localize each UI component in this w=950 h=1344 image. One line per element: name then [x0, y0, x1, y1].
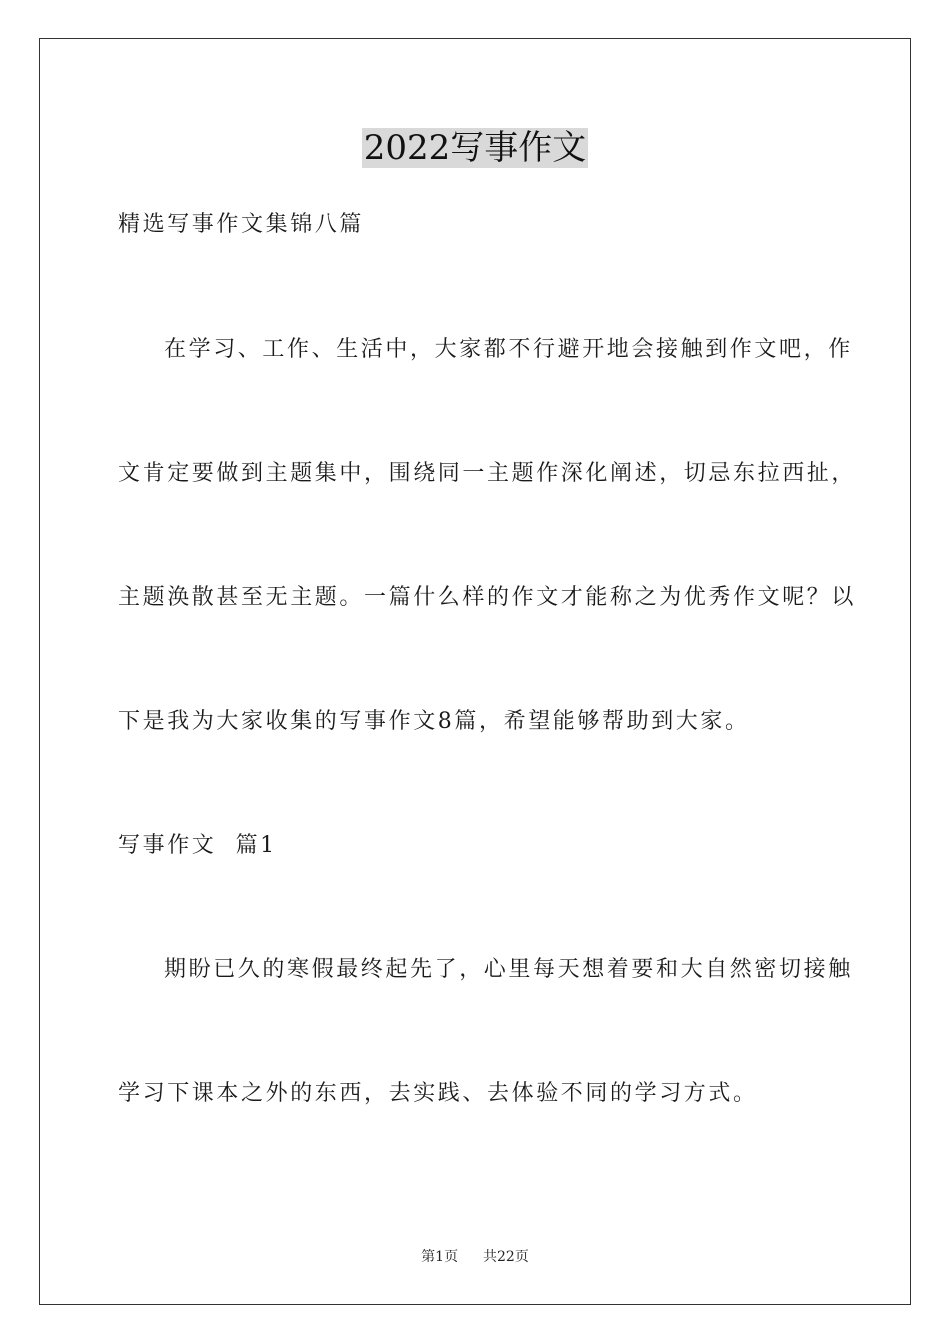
page-footer	[0, 1248, 950, 1266]
title-container	[0, 128, 950, 168]
subtitle: 精选写事作文集锦八篇	[118, 212, 365, 237]
section-heading: 写事作文 篇1	[118, 833, 277, 858]
document-title: 2022写事作文	[363, 128, 587, 168]
page-number: 第1页	[421, 1249, 459, 1265]
intro-line-3: 主题涣散甚至无主题。一篇什么样的作文才能称之为优秀作文呢？以	[118, 585, 857, 610]
page-total: 共22页	[483, 1249, 529, 1265]
intro-line-1: 在学习、工作、生活中，大家都不行避开地会接触到作文吧，作	[164, 337, 853, 362]
section-line-2: 学习下课本之外的东西，去实践、去体验不同的学习方式。	[118, 1081, 758, 1106]
intro-line-2: 文肯定要做到主题集中，围绕同一主题作深化阐述，切忌东拉西扯，	[118, 461, 857, 486]
section-line-1: 期盼已久的寒假最终起先了，心里每天想着要和大自然密切接触	[164, 957, 853, 982]
intro-line-4: 下是我为大家收集的写事作文8篇，希望能够帮助到大家。	[118, 709, 750, 734]
